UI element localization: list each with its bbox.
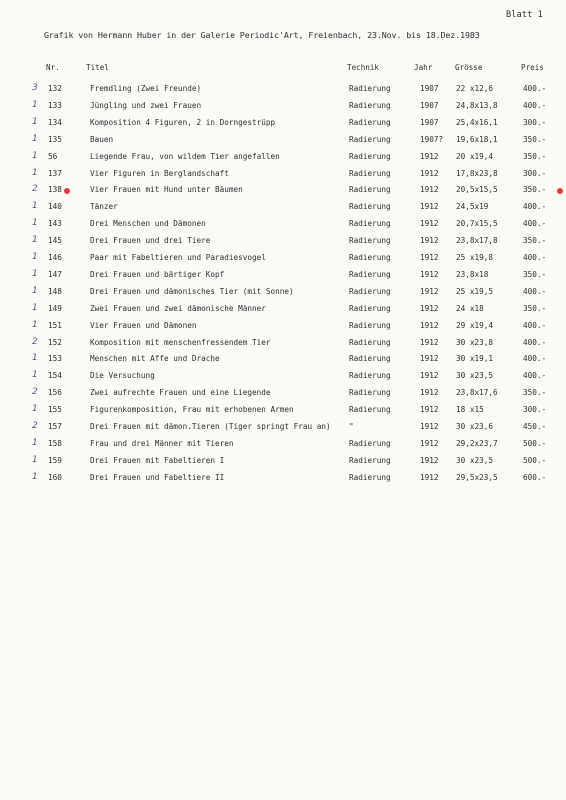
item-number: 158 <box>48 438 62 448</box>
list-item <box>0 101 566 114</box>
item-price: 400.- <box>523 354 547 364</box>
item-price: 400.- <box>523 219 547 229</box>
pencil-mark: 1 <box>32 353 38 364</box>
item-price: 350.- <box>523 388 547 398</box>
pencil-mark: 1 <box>32 471 38 482</box>
item-number: 151 <box>48 320 62 330</box>
item-size: 23,8x18 <box>456 269 489 279</box>
list-item <box>0 118 566 131</box>
list-item <box>0 185 566 198</box>
item-title: Fremdling (Zwei Freunde) <box>90 84 202 93</box>
item-size: 29,5x23,5 <box>456 472 498 482</box>
item-number: 135 <box>48 134 62 144</box>
list-item <box>0 473 566 486</box>
item-title: Vier Frauen mit Hund unter Bäumen <box>90 185 243 195</box>
pencil-mark: 3 <box>32 83 38 93</box>
list-item <box>0 422 566 435</box>
item-year: 1912 <box>420 202 439 212</box>
item-year: 1912 <box>420 185 439 195</box>
item-year: 1912 <box>420 405 439 415</box>
item-technique: Radierung <box>349 388 391 398</box>
item-size: 24 x18 <box>456 303 484 313</box>
list-item <box>0 321 566 334</box>
list-item <box>0 304 566 317</box>
item-number: 157 <box>48 422 62 431</box>
item-number: 140 <box>48 202 62 212</box>
item-title: Jüngling und zwei Frauen <box>90 100 202 110</box>
pencil-mark: 1 <box>32 370 38 381</box>
item-technique: Radierung <box>349 269 391 279</box>
item-price: 400.- <box>523 371 547 381</box>
item-size: 30 x23,6 <box>456 422 494 431</box>
list-item <box>0 219 566 232</box>
item-price: 350.- <box>523 236 547 246</box>
item-size: 30 x23,5 <box>456 371 494 381</box>
pencil-mark: 1 <box>32 116 38 127</box>
item-technique: Radierung <box>349 236 391 246</box>
item-size: 25 x19,5 <box>456 286 494 296</box>
item-year: 1912 <box>420 388 439 398</box>
pencil-mark: 1 <box>32 133 38 144</box>
item-price: 400.- <box>523 202 547 212</box>
pencil-mark: 1 <box>32 235 38 246</box>
item-title: Figurenkomposition, Frau mit erhobenen Armen <box>90 405 294 415</box>
item-price: 300.- <box>523 117 547 127</box>
item-technique: Radierung <box>349 354 391 364</box>
pencil-mark: 1 <box>32 268 38 279</box>
item-title: Vier Frauen und Dämonen <box>90 320 197 330</box>
pencil-mark: 1 <box>32 454 38 465</box>
item-size: 20 x19,4 <box>456 151 494 161</box>
item-title: Drei Frauen mit Fabeltieren I <box>90 455 225 465</box>
item-price: 600.- <box>523 472 547 482</box>
item-title: Drei Frauen und drei Tiere <box>90 236 211 246</box>
item-number: 155 <box>48 405 62 415</box>
item-number: 138 <box>48 185 62 195</box>
item-year: 1907 <box>420 100 439 110</box>
item-price: 400.- <box>523 320 547 330</box>
item-size: 24,8x13,8 <box>456 100 498 110</box>
item-title: Komposition mit menschenfressendem Tier <box>90 337 271 347</box>
item-year: 1912 <box>420 303 439 313</box>
column-header-title: Titel <box>86 63 109 72</box>
item-title: Zwei aufrechte Frauen und eine Liegende <box>90 388 271 398</box>
pencil-mark: 1 <box>32 201 38 212</box>
item-price: 400.- <box>523 84 547 93</box>
list-item <box>0 456 566 469</box>
item-year: 1912 <box>420 371 439 381</box>
item-title: Drei Frauen mit dämon.Tieren (Tiger springt Frau an) <box>90 422 331 431</box>
item-year: 1912 <box>420 354 439 364</box>
item-year: 1912 <box>420 438 439 448</box>
item-technique: Radierung <box>349 455 391 465</box>
item-technique: Radierung <box>349 405 391 415</box>
item-year: 1912 <box>420 151 439 161</box>
item-technique: Radierung <box>349 117 391 127</box>
sheet-label: Blatt 1 <box>506 10 543 20</box>
pencil-mark: 1 <box>32 218 38 229</box>
list-item <box>0 287 566 300</box>
column-header-price: Preis <box>521 63 544 72</box>
item-price: 300.- <box>523 168 547 178</box>
item-year: 1912 <box>420 455 439 465</box>
pencil-mark: 1 <box>32 99 38 110</box>
item-size: 30 x19,1 <box>456 354 494 364</box>
item-number: 148 <box>48 286 62 296</box>
item-price: 500.- <box>523 455 547 465</box>
item-technique: Radierung <box>349 438 391 448</box>
item-number: 153 <box>48 354 62 364</box>
item-size: 24,5x19 <box>456 202 489 212</box>
item-technique: Radierung <box>349 371 391 381</box>
item-technique: Radierung <box>349 286 391 296</box>
item-title: Frau und drei Männer mit Tieren <box>90 438 234 448</box>
list-item <box>0 388 566 401</box>
item-technique: Radierung <box>349 337 391 347</box>
item-price: 350.- <box>523 269 547 279</box>
item-title: Drei Menschen und Dämonen <box>90 219 206 229</box>
item-size: 23,8x17,6 <box>456 388 498 398</box>
item-size: 30 x23,8 <box>456 337 494 347</box>
item-technique: Radierung <box>349 134 391 144</box>
list-item <box>0 236 566 249</box>
item-technique: Radierung <box>349 185 391 195</box>
item-technique: Radierung <box>349 320 391 330</box>
item-title: Tänzer <box>90 202 118 212</box>
item-year: 1912 <box>420 269 439 279</box>
item-year: 1907 <box>420 84 439 93</box>
column-header-nr: Nr. <box>46 63 60 72</box>
pencil-mark: 2 <box>32 421 38 431</box>
pencil-mark: 2 <box>32 336 38 347</box>
item-year: 1912 <box>420 253 439 262</box>
page-title: Grafik von Hermann Huber in der Galerie Periodic'Art, Freienbach, 23.Nov. bis 18.Dez.1983 <box>44 30 480 40</box>
item-technique: Radierung <box>349 84 391 93</box>
list-item <box>0 439 566 452</box>
item-number: 133 <box>48 100 62 110</box>
item-number: 143 <box>48 219 62 229</box>
pencil-mark: 1 <box>32 437 38 448</box>
item-year: 1912 <box>420 168 439 178</box>
item-number: 56 <box>48 151 58 161</box>
item-price: 300.- <box>523 405 547 415</box>
column-header-size: Grösse <box>455 63 483 72</box>
item-size: 29 x19,4 <box>456 320 494 330</box>
item-price: 350.- <box>523 151 547 161</box>
item-year: 1912 <box>420 236 439 246</box>
pencil-mark: 1 <box>32 319 38 330</box>
item-price: 400.- <box>523 253 547 262</box>
column-header-technique: Technik <box>347 63 380 72</box>
item-number: 134 <box>48 117 62 127</box>
item-year: 1912 <box>420 320 439 330</box>
item-technique: Radierung <box>349 168 391 178</box>
list-item <box>0 135 566 148</box>
item-year: 1907? <box>420 134 444 144</box>
item-title: Drei Frauen und Fabeltiere II <box>90 472 225 482</box>
item-title: Paar mit Fabeltieren und Paradiesvogel <box>90 253 266 262</box>
item-price: 400.- <box>523 100 547 110</box>
item-price: 350.- <box>523 134 547 144</box>
item-year: 1912 <box>420 422 439 431</box>
item-size: 20,7x15,5 <box>456 219 498 229</box>
list-item <box>0 354 566 367</box>
item-year: 1912 <box>420 219 439 229</box>
item-title: Komposition 4 Figuren, 2 in Dorngestrüpp <box>90 117 276 127</box>
pencil-mark: 1 <box>32 302 38 313</box>
item-size: 22 x12,6 <box>456 84 494 93</box>
item-number: 132 <box>48 84 62 93</box>
list-item <box>0 371 566 384</box>
item-year: 1907 <box>420 117 439 127</box>
item-number: 137 <box>48 168 62 178</box>
item-size: 25 x19,8 <box>456 253 494 262</box>
item-technique: Radierung <box>349 202 391 212</box>
list-item <box>0 253 566 266</box>
item-price: 400.- <box>523 337 547 347</box>
item-number: 160 <box>48 472 62 482</box>
item-technique: Radierung <box>349 472 391 482</box>
red-marker-dot-icon <box>64 188 70 194</box>
item-number: 156 <box>48 388 62 398</box>
item-title: Zwei Frauen und zwei dämonische Männer <box>90 303 266 313</box>
item-size: 29,2x23,7 <box>456 438 498 448</box>
item-price: 350.- <box>523 303 547 313</box>
pencil-mark: 1 <box>32 167 38 178</box>
item-technique: Radierung <box>349 100 391 110</box>
item-size: 18 x15 <box>456 405 484 415</box>
item-title: Liegende Frau, von wildem Tier angefallen <box>90 151 280 161</box>
item-size: 25,4x16,1 <box>456 117 498 127</box>
item-title: Bauen <box>90 134 114 144</box>
item-size: 20,5x15,5 <box>456 185 498 195</box>
pencil-mark: 1 <box>32 252 38 262</box>
item-title: Vier Figuren in Berglandschaft <box>90 168 229 178</box>
list-item <box>0 152 566 165</box>
list-item <box>0 405 566 418</box>
item-technique: Radierung <box>349 303 391 313</box>
item-technique: " <box>349 422 354 431</box>
item-technique: Radierung <box>349 151 391 161</box>
item-number: 159 <box>48 455 62 465</box>
item-title: Die Versuchung <box>90 371 155 381</box>
item-title: Drei Frauen und dämonisches Tier (mit Sonne) <box>90 286 294 296</box>
list-item <box>0 84 566 97</box>
item-number: 152 <box>48 337 62 347</box>
item-price: 400.- <box>523 286 547 296</box>
item-number: 146 <box>48 253 62 262</box>
item-technique: Radierung <box>349 219 391 229</box>
pencil-mark: 1 <box>32 150 38 161</box>
item-year: 1912 <box>420 337 439 347</box>
pencil-mark: 2 <box>32 184 38 195</box>
item-price: 500.- <box>523 438 547 448</box>
pencil-mark: 2 <box>32 387 38 398</box>
item-year: 1912 <box>420 286 439 296</box>
item-size: 19,6x18,1 <box>456 134 498 144</box>
item-title: Drei Frauen und bärtiger Kopf <box>90 269 225 279</box>
item-price: 450.- <box>523 422 547 431</box>
pencil-mark: 1 <box>32 404 38 415</box>
column-header-year: Jahr <box>414 63 433 72</box>
item-number: 147 <box>48 269 62 279</box>
item-size: 17,8x23,8 <box>456 168 498 178</box>
item-technique: Radierung <box>349 253 391 262</box>
list-item <box>0 338 566 351</box>
item-size: 23,8x17,8 <box>456 236 498 246</box>
list-item <box>0 169 566 182</box>
item-number: 145 <box>48 236 62 246</box>
item-number: 154 <box>48 371 62 381</box>
red-marker-dot-icon <box>557 188 563 194</box>
item-price: 350.- <box>523 185 547 195</box>
item-size: 30 x23,5 <box>456 455 494 465</box>
item-year: 1912 <box>420 472 439 482</box>
list-item <box>0 202 566 215</box>
list-item <box>0 270 566 283</box>
pencil-mark: 1 <box>32 285 38 296</box>
item-title: Menschen mit Affe und Drache <box>90 354 220 364</box>
item-number: 149 <box>48 303 62 313</box>
